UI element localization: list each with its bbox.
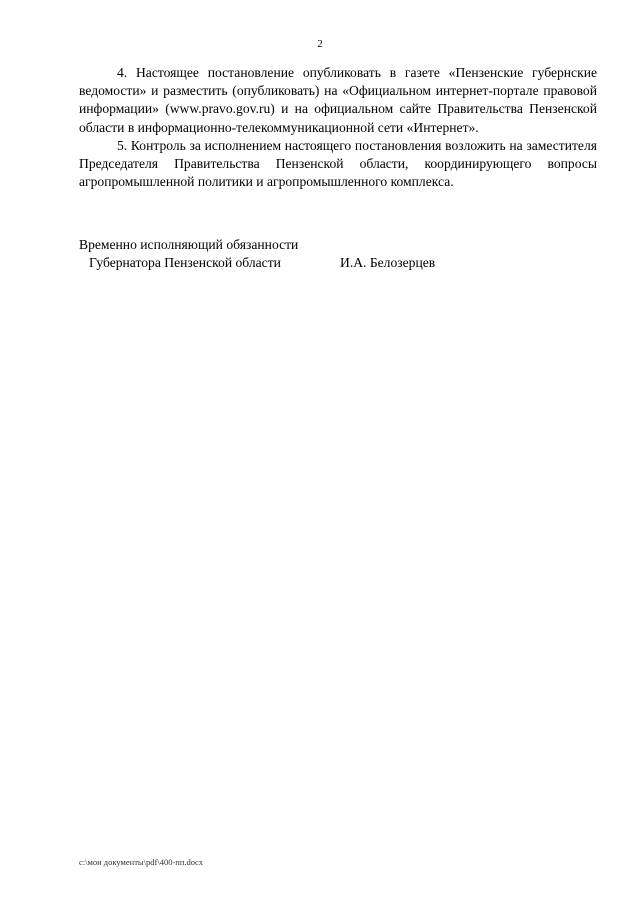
- signature-position-line-2-row: [79, 254, 499, 272]
- paragraph-5: 5. Контроль за исполнением настоящего постановления возложить на заместителя Председателя Правительства Пензенской области, координирующего вопросы агропромышленной политики и агропромышленного комплекса.: [79, 137, 597, 190]
- signatory-name: И.А. Белозерцев: [340, 255, 436, 271]
- document-body: [79, 64, 597, 191]
- paragraph-4: 4. Настоящее постановление опубликовать в газете «Пензенские губернские ведомости» и разместить (опубликовать) на «Официальном интернет-портале правовой информации» (www.pravo.gov.ru) и на официальном сайте Правительства Пензенской области в информационно-телекоммуникационной сети «Интернет».: [79, 65, 597, 135]
- page-number: 2: [317, 38, 323, 50]
- signature-position-line-2: Губернатора Пензенской области: [89, 255, 281, 271]
- footer-file-path: c:\мои документы\pdf\400-пп.docx: [79, 857, 204, 867]
- signature-block: [79, 236, 499, 272]
- signature-position-line-1: Временно исполняющий обязанности: [79, 237, 299, 252]
